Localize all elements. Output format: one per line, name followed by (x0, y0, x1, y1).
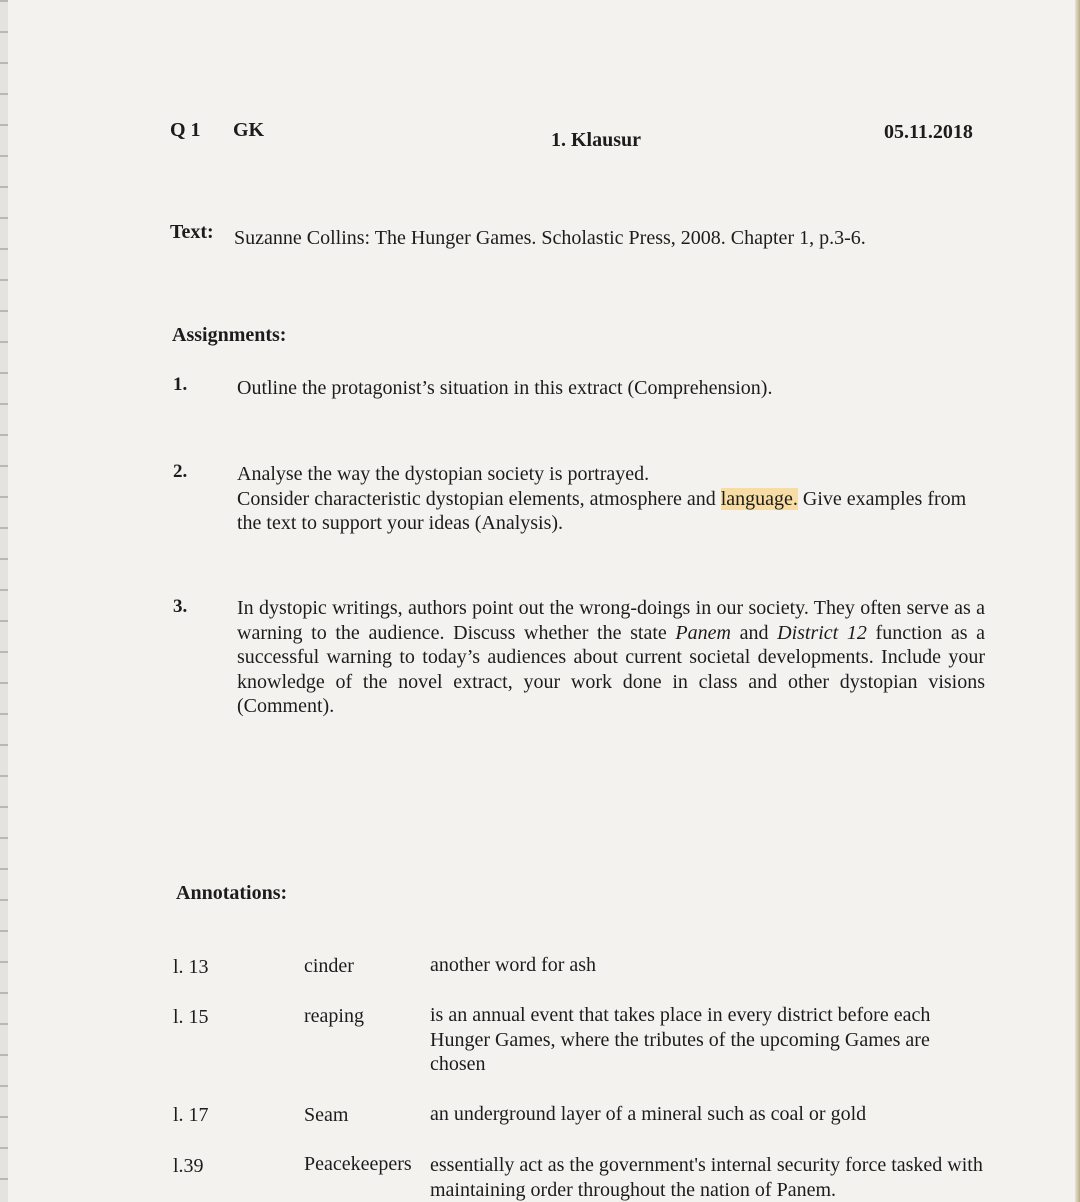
annotation-line-ref: l.39 (173, 1155, 204, 1177)
assignment-text: Outline the protagonist’s situation in this extract (Comprehension). (237, 377, 773, 399)
annotation-definition: another word for ash (430, 954, 597, 976)
assignments-heading: Assignments: (172, 324, 287, 346)
annotation-line-ref: l. 13 (173, 956, 209, 978)
annotation-definition: an underground layer of a mineral such as coal or gold (430, 1103, 867, 1125)
italic-term: Panem (675, 621, 731, 644)
annotation-word: cinder (304, 955, 354, 977)
assignment-text-part: and (730, 621, 778, 644)
level-label: GK (233, 119, 265, 141)
annotation-line-ref: l. 15 (173, 1006, 209, 1028)
assignment-number: 2. (173, 461, 188, 482)
annotation-word: Peacekeepers (304, 1153, 412, 1175)
assignment-number: 1. (173, 374, 188, 395)
exam-title: 1. Klausur (551, 129, 642, 151)
annotation-definition: is an annual event that takes place in every district before each Hunger Games, where the tributes of the upcoming Games are chosen (430, 1004, 931, 1075)
paper-binding-edge (0, 0, 8, 1202)
annotation-definition: essentially act as the government's internal security force tasked with maintaining order throughout the nation of Panem. (430, 1154, 983, 1201)
text-source: Suzanne Collins: The Hunger Games. Scholastic Press, 2008. Chapter 1, p.3-6. (234, 227, 866, 249)
assignment-text (237, 462, 985, 536)
assignment-number: 3. (173, 596, 188, 617)
course-label: Q 1 (170, 119, 201, 141)
annotation-word: Seam (304, 1104, 349, 1126)
annotations-heading: Annotations: (176, 882, 288, 904)
assignment-line: Consider characteristic dystopian elements, atmosphere and (237, 487, 721, 510)
annotation-word: reaping (304, 1005, 364, 1027)
assignment-line: Analyse the way the dystopian society is portrayed. (237, 463, 650, 485)
assignment-text-part: In dystopic writings, authors point out the wrong-doings in our society. They often serve as a warning to the audience. Discuss whether the state (237, 597, 985, 644)
assignment-text-part: function as a successful warning to today’s audiences about current societal developments. Include your knowledge of the novel extract, your work done in class and other dystopian visions (Comment). (237, 621, 985, 717)
assignment-text (237, 596, 985, 719)
assignment-line: Give examples from the text to support your ideas (Analysis). (237, 487, 967, 534)
paper-right-edge (1075, 0, 1080, 1202)
text-label: Text: (170, 221, 214, 243)
exam-date: 05.11.2018 (884, 121, 973, 143)
italic-term: District 12 (777, 621, 867, 644)
annotation-line-ref: l. 17 (173, 1104, 209, 1126)
highlighted-word: language. (720, 487, 798, 510)
